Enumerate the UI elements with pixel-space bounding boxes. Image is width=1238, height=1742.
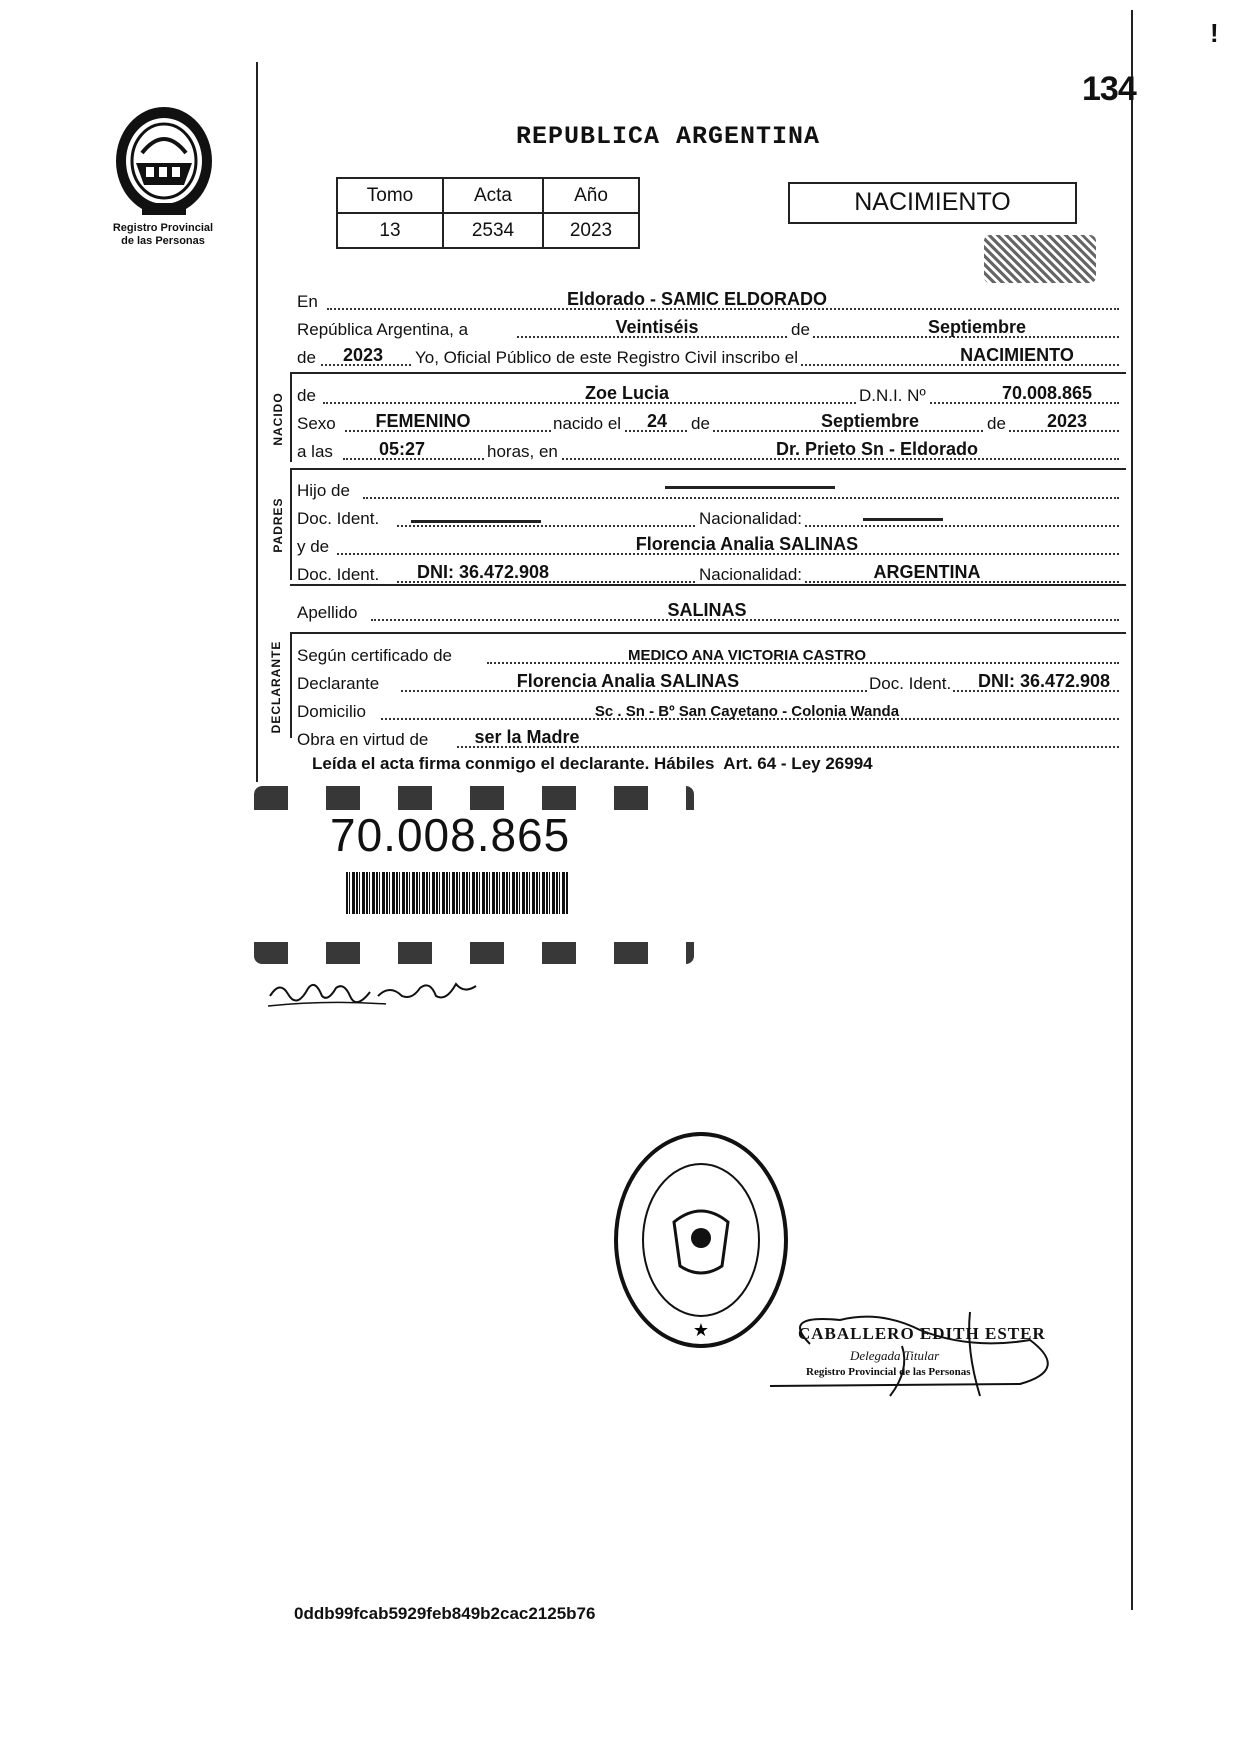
label-segun-certificado: Según certificado de: [297, 646, 452, 665]
header-anio: Año: [543, 178, 639, 213]
value-anio: 2023: [543, 213, 639, 248]
label-de-mes: de: [691, 414, 710, 433]
value-declarante: Florencia Analia SALINAS: [516, 671, 740, 691]
label-inscribo: Yo, Oficial Público de este Registro Civil inscribo el: [415, 348, 798, 367]
label-de-year: de: [297, 348, 316, 367]
reference-table: [336, 177, 640, 249]
value-dia-texto: Veintiséis: [615, 317, 699, 337]
value-certificado-medico: MEDICO ANA VICTORIA CASTRO: [627, 647, 867, 664]
logo-caption-line2: de las Personas: [121, 235, 205, 247]
row-fecha: [297, 314, 1122, 342]
province-logo: [112, 105, 216, 220]
declarant-signature: [266, 966, 486, 1010]
label-padre-nacionalidad: Nacionalidad:: [699, 509, 803, 528]
label-a-las: a las: [297, 442, 333, 461]
row-madre-doc: [297, 559, 1122, 587]
label-madre-nacionalidad: Nacionalidad:: [699, 565, 803, 584]
official-seal: [612, 1130, 790, 1350]
value-madre-nacionalidad: ARGENTINA: [873, 562, 981, 582]
row-hijo-de: [297, 475, 1122, 503]
label-republica: República Argentina, a: [297, 320, 469, 339]
side-label-declarante: DECLARANTE: [269, 640, 283, 734]
label-horas-en: horas, en: [487, 442, 558, 461]
value-dni: 70.008.865: [1001, 383, 1093, 403]
header-tomo: Tomo: [337, 178, 443, 213]
right-margin-line: [1131, 10, 1133, 1610]
value-obra-en-virtud: ser la Madre: [474, 727, 580, 747]
row-declarante: [297, 668, 1122, 696]
label-obra-en-virtud: Obra en virtud de: [297, 730, 429, 749]
redaction-padre-doc: [411, 520, 541, 523]
value-mes: Septiembre: [927, 317, 1027, 337]
value-anio: 2023: [342, 345, 384, 365]
row-inscripcion: [297, 342, 1122, 370]
logo-caption-line1: Registro Provincial: [112, 222, 214, 234]
label-nacido-de: de: [297, 386, 316, 405]
value-mes-nacimiento: Septiembre: [820, 411, 920, 431]
label-declarante-doc: Doc. Ident.: [869, 674, 952, 693]
page-title: REPUBLICA ARGENTINA: [516, 122, 821, 151]
page-number: 134: [1082, 70, 1136, 108]
label-de-anio: de: [987, 414, 1006, 433]
security-band-bottom: [254, 942, 694, 964]
row-obra-en-virtud: [297, 724, 1122, 752]
svg-text:★: ★: [692, 1320, 710, 1341]
label-domicilio: Domicilio: [297, 702, 366, 721]
value-sexo: FEMENINO: [375, 411, 471, 431]
value-anio-nacimiento: 2023: [1046, 411, 1088, 431]
value-tomo: 13: [337, 213, 443, 248]
row-en: [297, 286, 1122, 314]
value-nombre: Zoe Lucia: [584, 383, 669, 403]
label-padre-doc: Doc. Ident.: [297, 509, 380, 528]
value-hora: 05:27: [378, 439, 426, 459]
row-madre: [297, 531, 1122, 559]
label-sexo: Sexo: [297, 414, 336, 433]
value-madre: Florencia Analia SALINAS: [635, 534, 859, 554]
official-role: Delegada Titular: [850, 1348, 940, 1363]
row-apellido: [297, 597, 1122, 625]
label-en: En: [297, 292, 318, 311]
value-madre-doc: DNI: 36.472.908: [416, 562, 550, 582]
label-dni: D.N.I. Nº: [859, 386, 926, 405]
value-apellido: SALINAS: [667, 600, 747, 620]
row-nombre: [297, 380, 1122, 408]
row-certificado: [297, 640, 1122, 668]
left-margin-line: [256, 62, 258, 782]
value-domicilio: Sc . Sn - Bº San Cayetano - Colonia Wanda: [594, 703, 900, 720]
security-band-top: [254, 786, 694, 810]
row-hora: [297, 436, 1122, 464]
side-label-padres: PADRES: [271, 497, 285, 553]
label-declarante: Declarante: [297, 674, 380, 693]
label-y-de: y de: [297, 537, 330, 556]
row-domicilio: [297, 696, 1122, 724]
row-padre-doc: [297, 503, 1122, 531]
corner-mark: !: [1210, 18, 1219, 48]
header-acta: Acta: [443, 178, 543, 213]
official-stamp: [770, 1310, 1070, 1400]
value-lugar-nacimiento: Dr. Prieto Sn - Eldorado: [775, 439, 979, 459]
value-lugar: Eldorado - SAMIC ELDORADO: [567, 289, 827, 309]
document-hash: 0ddb99fcab5929feb849b2cac2125b76: [294, 1604, 596, 1623]
official-name: CABALLERO EDITH ESTER: [798, 1324, 1046, 1343]
side-label-nacido: NACIDO: [271, 392, 285, 446]
record-type-box: NACIMIENTO: [788, 182, 1077, 224]
label-madre-doc: Doc. Ident.: [297, 565, 380, 584]
redaction-padre-nacionalidad: [863, 518, 943, 521]
row-sexo: [297, 408, 1122, 436]
value-dia-nacimiento: 24: [646, 411, 668, 431]
logo-caption: [88, 222, 238, 248]
dni-print: 70.008.865: [330, 809, 571, 861]
label-hijo-de: Hijo de: [297, 481, 350, 500]
security-hologram: [984, 235, 1096, 283]
label-de: de: [791, 320, 810, 339]
value-acta: 2534: [443, 213, 543, 248]
official-office: Registro Provincial de las Personas: [806, 1366, 971, 1378]
value-declarante-doc: DNI: 36.472.908: [977, 671, 1111, 691]
value-tipo-inscripcion: NACIMIENTO: [960, 345, 1074, 365]
closing-text: Leída el acta firma conmigo el declarante. Hábiles Art. 64 - Ley 26994: [312, 754, 873, 773]
label-apellido: Apellido: [297, 603, 358, 622]
label-nacido-el: nacido el: [553, 414, 622, 433]
barcode: [346, 872, 568, 914]
redaction-padre: [665, 486, 835, 489]
